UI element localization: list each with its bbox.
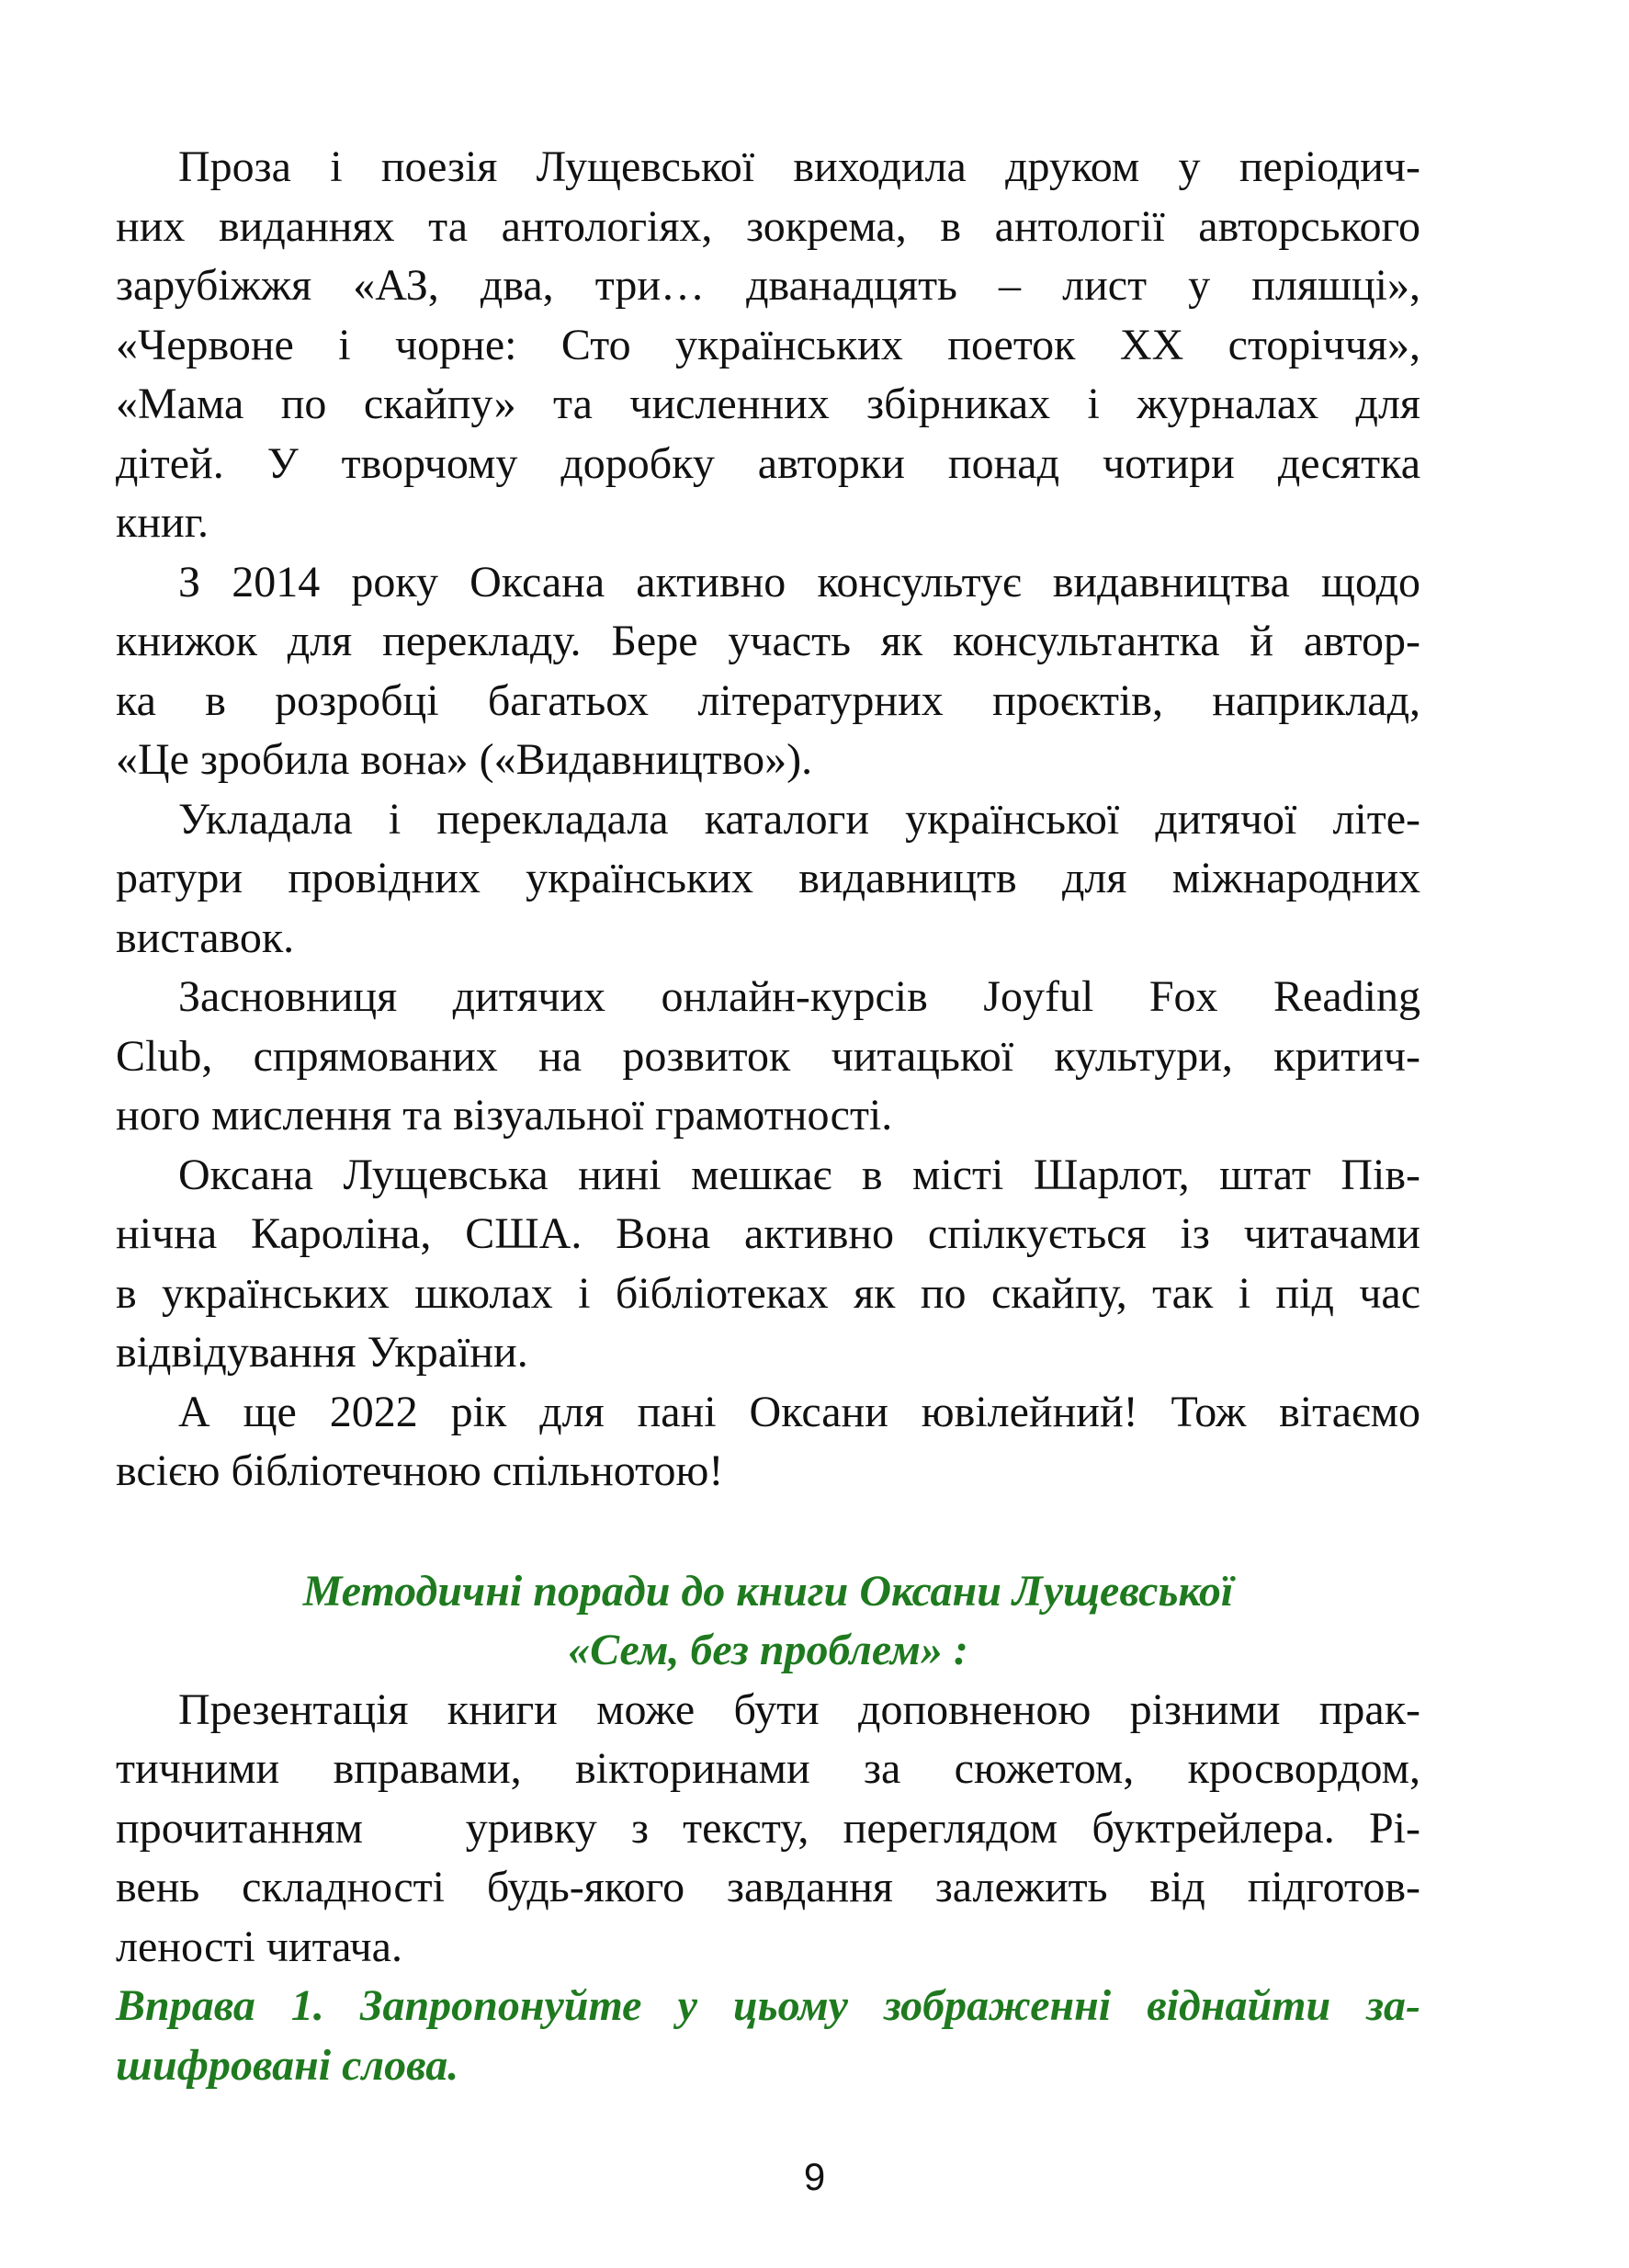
paragraph-anniversary [116,1383,1420,1502]
text-line: Засновниця дитячих онлайн-курсів Joyful Fox Reading [178,972,1420,1021]
paragraph-consulting [116,553,1420,790]
exercise-heading [116,1977,1420,2095]
text-line: книг. [116,498,209,547]
page-number: 9 [803,2155,826,2198]
text-line: З 2014 року Оксана активно консультує видавництва щодо [178,557,1420,607]
paragraph-intro [116,1681,1420,1978]
text-line: Проза і поезія Лущевської виходила друком у періодич- [178,142,1420,191]
text-line: Укладала і перекладала каталоги української дитячої літе- [178,794,1420,844]
text-line: Презентація книги може бути доповненою різними прак- [178,1684,1420,1734]
paragraph-residence [116,1146,1420,1383]
text-line: Оксана Лущевська нині мешкає в місті Шарлот, штат Пів- [178,1150,1420,1199]
text-line: виставок. [116,913,295,962]
exercise-line: шифровані слова. [116,2040,459,2090]
paragraph-publications [116,138,1420,553]
text-line: нічна Кароліна, США. Вона активно спілкується із читачами [116,1209,1420,1258]
exercise-line: Вправа 1. Запропонуйте у цьому зображенні віднайти за- [116,1981,1420,2030]
text-line: відвідування України. [116,1328,528,1377]
text-line: всією бібліотечною спільнотою! [116,1446,724,1495]
paragraph-courses [116,968,1420,1146]
text-line: «Червоне і чорне: Сто українських поеток ХХ сторіччя», [116,320,1420,369]
section-title [116,1562,1420,1681]
text-line: ка в розробці багатьох літературних проєктів, наприклад, [116,675,1420,725]
text-line: «Це зробила вона» («Видавництво»). [116,735,813,784]
text-line: дітей. У творчому доробку авторки понад чотири десятка [116,438,1420,488]
text-line: книжок для перекладу. Бере участь як консультантка й автор- [116,617,1420,665]
text-line: А ще 2022 рік для пані Оксани ювілейний! Тож вітаємо [178,1387,1420,1436]
text-line: «Мама по скайпу» та численних збірниках і журналах для [116,380,1420,428]
text-line: них виданнях та антологіях, зокрема, в антології авторського [116,201,1420,251]
text-line: ратури провідних українських видавництв для міжнародних [116,854,1420,902]
section-title-line: «Сем, без проблем» : [568,1626,968,1674]
paragraph-catalogs [116,790,1420,969]
text-line: леності читача. [116,1922,402,1971]
text-line: в українських школах і бібліотеках як по скайпу, так і під час [116,1268,1420,1318]
text-line: Club, спрямованих на розвиток читацької культури, критич- [116,1031,1420,1081]
text-line: ного мислення та візуальної грамотності. [116,1091,893,1140]
text-line: вень складності будь-якого завдання залежить від підготов- [116,1863,1420,1911]
text-line: прочитанням уривку з тексту, переглядом буктрейлера. Рі- [116,1803,1420,1853]
text-line: тичними вправами, вікторинами за сюжетом, кросвордом, [116,1744,1420,1793]
page-content [116,138,1420,2095]
text-line: зарубіжжя «АЗ, два, три… дванадцять – лист у пляшці», [116,261,1420,310]
section-title-line: Методичні поради до книги Оксани Лущевської [302,1566,1234,1616]
